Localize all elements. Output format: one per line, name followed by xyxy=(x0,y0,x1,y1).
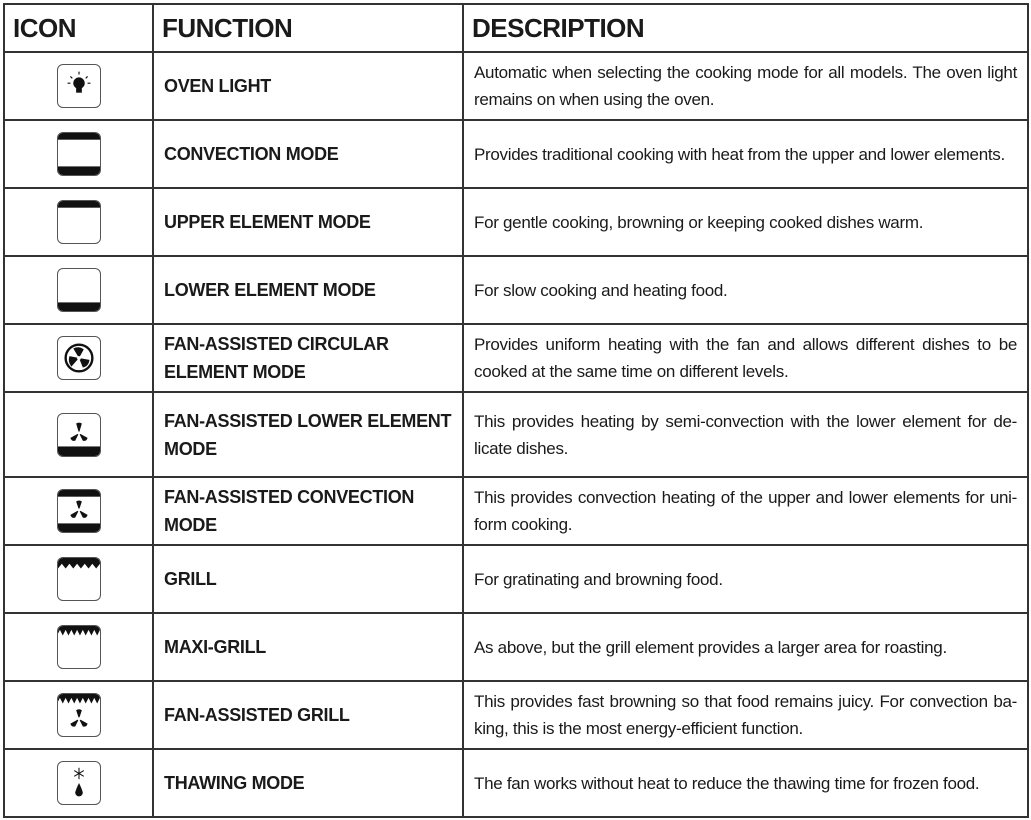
function-description: Provides uniform heating with the fan and allows different dishes to be cooked at the same time on different levels. xyxy=(463,324,1028,392)
header-description: DESCRIPTION xyxy=(463,4,1028,52)
function-name: THAWING MODE xyxy=(153,749,463,817)
function-description: As above, but the grill element provides a larger area for roasting. xyxy=(463,613,1028,681)
function-name: CONVECTION MODE xyxy=(153,120,463,188)
fan-lower-element-icon xyxy=(57,413,101,457)
function-description: This provides fast browning so that food remains juicy. For convection ba-king, this is the most energy-efficient function. xyxy=(463,681,1028,749)
table-row xyxy=(4,392,1028,477)
function-description: Automatic when selecting the cooking mode for all models. The oven light remains on when using the oven. xyxy=(463,52,1028,120)
function-description: For gentle cooking, browning or keeping cooked dishes warm. xyxy=(463,188,1028,256)
function-name: OVEN LIGHT xyxy=(153,52,463,120)
function-description: For gratinating and browning food. xyxy=(463,545,1028,613)
function-name: FAN-ASSISTED CIRCULAR ELEMENT MODE xyxy=(153,324,463,392)
fan-circular-element-icon xyxy=(57,336,101,380)
table-row xyxy=(4,256,1028,324)
upper-element-icon xyxy=(57,200,101,244)
maxi-grill-icon xyxy=(57,625,101,669)
thawing-icon xyxy=(57,761,101,805)
convection-mode-icon xyxy=(57,132,101,176)
function-description: The fan works without heat to reduce the thawing time for frozen food. xyxy=(463,749,1028,817)
grill-icon xyxy=(57,557,101,601)
fan-grill-icon xyxy=(57,693,101,737)
header-function: FUNCTION xyxy=(153,4,463,52)
function-name: LOWER ELEMENT MODE xyxy=(153,256,463,324)
function-name: FAN-ASSISTED CONVECTION MODE xyxy=(153,477,463,545)
function-description: For slow cooking and heating food. xyxy=(463,256,1028,324)
function-name: FAN-ASSISTED LOWER ELEMENT MODE xyxy=(153,392,463,477)
function-description: This provides convection heating of the upper and lower elements for uni-form cooking. xyxy=(463,477,1028,545)
function-description: This provides heating by semi-convection with the lower element for de-licate dishes. xyxy=(463,392,1028,477)
oven-light-icon xyxy=(57,64,101,108)
header-icon: ICON xyxy=(4,4,153,52)
header-row xyxy=(4,4,1028,52)
table-row xyxy=(4,681,1028,749)
table-row xyxy=(4,52,1028,120)
function-name: MAXI-GRILL xyxy=(153,613,463,681)
function-name: UPPER ELEMENT MODE xyxy=(153,188,463,256)
table-row xyxy=(4,545,1028,613)
table-row xyxy=(4,477,1028,545)
table-row xyxy=(4,324,1028,392)
table-row xyxy=(4,188,1028,256)
lower-element-icon xyxy=(57,268,101,312)
function-name: GRILL xyxy=(153,545,463,613)
function-description: Provides traditional cooking with heat from the upper and lower elements. xyxy=(463,120,1028,188)
table-row xyxy=(4,749,1028,817)
table-row xyxy=(4,613,1028,681)
table-row xyxy=(4,120,1028,188)
fan-convection-icon xyxy=(57,489,101,533)
function-name: FAN-ASSISTED GRILL xyxy=(153,681,463,749)
oven-functions-table xyxy=(3,3,1029,818)
